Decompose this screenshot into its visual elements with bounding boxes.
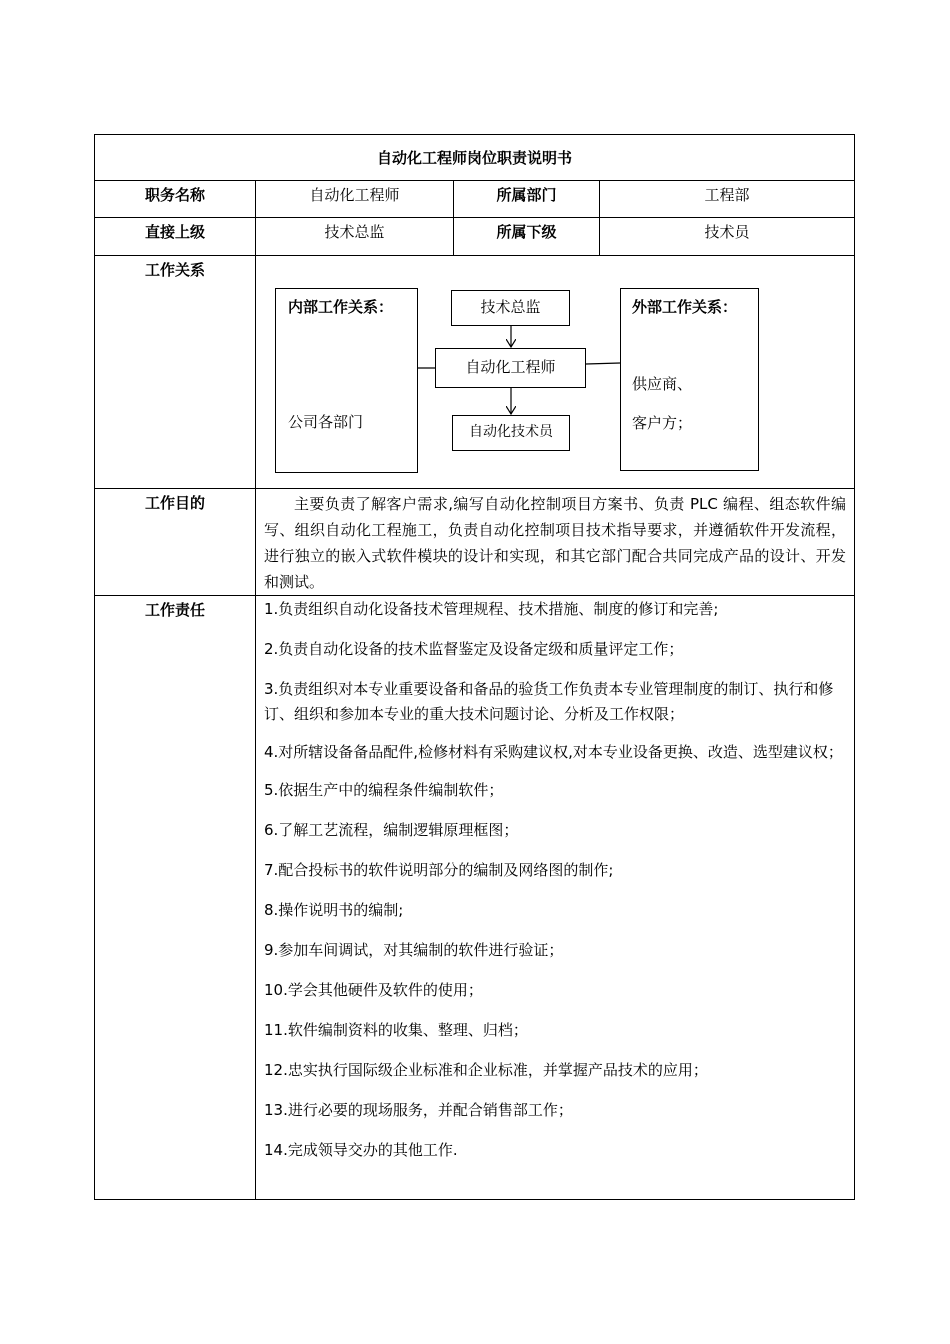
purpose-text: 主要负责了解客户需求,编写自动化控制项目方案书、负责 PLC 编程、组态软件编写、组织自动化工程施工，负责自动化控制项目技术指导要求，并遵循软件开发流程，进行独立的嵌入式软件模块的设计和实现，和其它部门配合共同完成产品的设计、开发和测试。 [264,495,847,591]
duty-item: 11.软件编制资料的收集、整理、归档； [264,1021,528,1039]
duty-item: 6.了解工艺流程，编制逻辑原理框图； [264,821,519,839]
department-label: 所属部门 [454,181,600,218]
position-name-label: 职务名称 [95,181,256,218]
duty-item: 5.依据生产中的编程条件编制软件； [264,781,504,799]
job-description-table [94,134,855,1200]
engineer-to-external-line [586,363,620,364]
purpose-cell [256,489,855,596]
position-name-value: 自动化工程师 [256,181,454,218]
duty-item: 9.参加车间调试，对其编制的软件进行验证； [264,941,564,959]
external-relations-title: 外部工作关系： [632,298,738,316]
relations-label: 工作关系 [95,256,256,489]
duty-item: 13.进行必要的现场服务，并配合销售部工作； [264,1101,573,1119]
external-relations-line-2: 客户方； [632,414,693,432]
internal-relations-title: 内部工作关系： [288,298,394,316]
subordinate-label: 所属下级 [454,218,600,256]
superior-value: 技术总监 [256,218,454,256]
duty-item: 3.负责组织对本专业重要设备和备品的验货工作负责本专业管理制度的制订、执行和修订、组织和参加本专业的重大技术问题讨论、分析及工作权限； [264,680,834,723]
duties-cell [256,596,855,1200]
superior-label: 直接上级 [95,218,256,256]
duty-item: 7.配合投标书的软件说明部分的编制及网络图的制作; [264,861,614,879]
duty-item: 8.操作说明书的编制; [264,901,404,919]
duty-item: 2.负责自动化设备的技术监督鉴定及设备定级和质量评定工作； [264,640,684,658]
external-relations-line-1: 供应商、 [632,375,693,393]
director-box-label: 技术总监 [480,298,541,316]
technician-box-label: 自动化技术员 [469,424,553,440]
duty-item: 4.对所辖设备备品配件,检修材料有采购建议权,对本专业设备更换、改造、选型建议权； [264,743,843,761]
duties-label: 工作责任 [95,596,256,1200]
department-value: 工程部 [600,181,855,218]
duty-item: 12.忠实执行国际级企业标准和企业标准，并掌握产品技术的应用； [264,1061,708,1079]
relations-connectors [256,256,853,488]
engineer-box-label: 自动化工程师 [465,358,556,376]
internal-relations-content: 公司各部门 [288,413,364,431]
duty-item: 10.学会其他硬件及软件的使用； [264,981,483,999]
purpose-label: 工作目的 [95,489,256,596]
document-title: 自动化工程师岗位职责说明书 [95,135,855,181]
duty-item: 14.完成领导交办的其他工作. [264,1141,458,1159]
duty-item: 1.负责组织自动化设备技术管理规程、技术措施、制度的修订和完善; [264,600,719,618]
relations-diagram [256,256,855,489]
subordinate-value: 技术员 [600,218,855,256]
